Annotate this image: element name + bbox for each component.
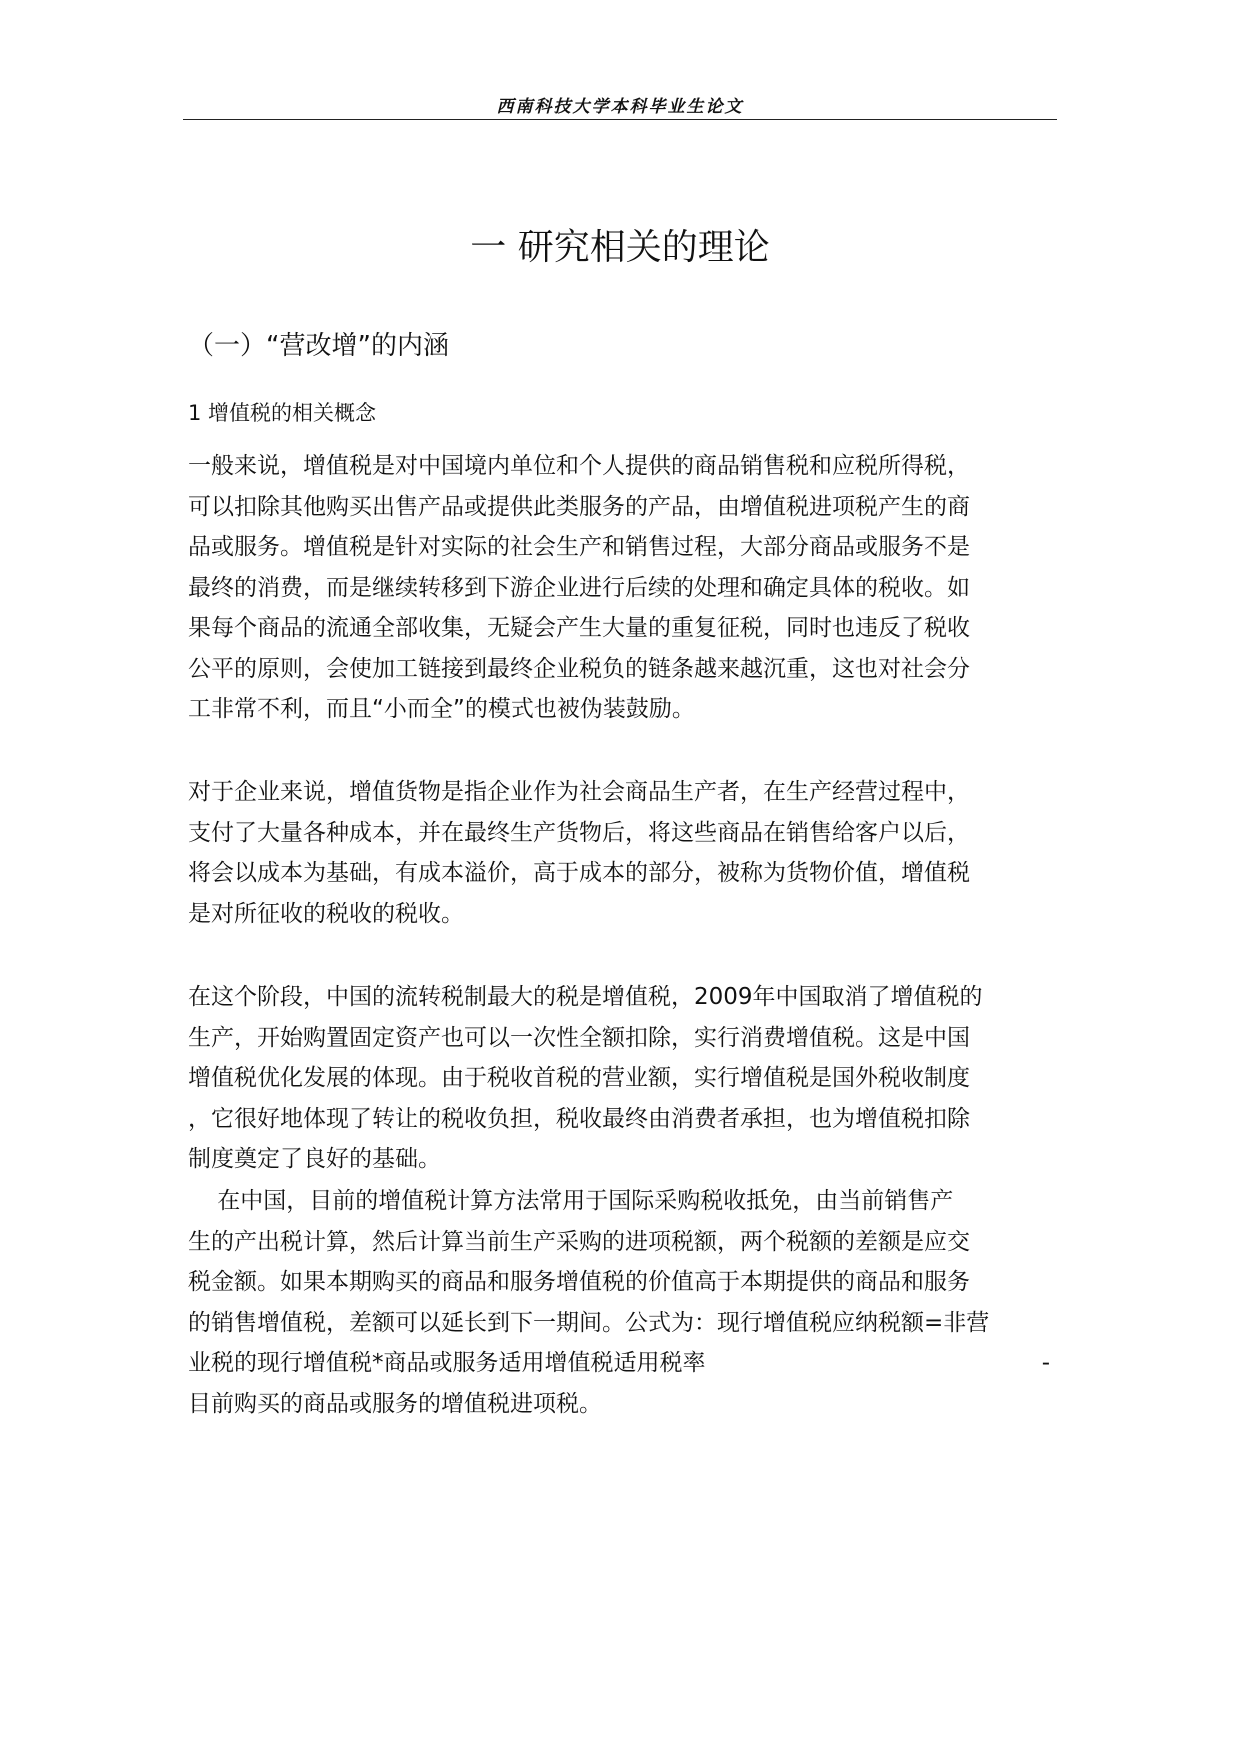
formula-line <box>188 1343 1050 1384</box>
text-line: 的销售增值税，差额可以延长到下一期间。公式为：现行增值税应纳税额=非营 <box>188 1309 990 1336</box>
text-line: 对于企业来说，增值货物是指企业作为社会商品生产者，在生产经营过程中， <box>188 779 970 805</box>
text-line: 目前购买的商品或服务的增值税进项税。 <box>188 1390 602 1417</box>
section-title: （一）“营改增”的内涵 <box>188 331 449 361</box>
formula-minus: - <box>1041 1350 1050 1376</box>
subsection-title: 1 增值税的相关概念 <box>188 401 377 425</box>
text-line: 支付了大量各种成本，并在最终生产货物后，将这些商品在销售给客户以后， <box>188 819 970 846</box>
formula-text: 业税的现行增值税*商品或服务适用增值税适用税率 <box>188 1350 706 1376</box>
text-line: 品或服务。增值税是针对实际的社会生产和销售过程，大部分商品或服务不是 <box>188 534 970 560</box>
chapter-title: 一 研究相关的理论 <box>470 227 770 268</box>
text-line: 生的产出税计算，然后计算当前生产采购的进项税额，两个税额的差额是应交 <box>188 1228 970 1255</box>
text-line: 公平的原则，会使加工链接到最终企业税负的链条越来越沉重，这也对社会分 <box>188 655 970 682</box>
paragraph-value-added-goods <box>188 772 1050 934</box>
text-line: 在这个阶段，中国的流转税制最大的税是增值税，2009年中国取消了增值税的 <box>188 984 983 1010</box>
text-line: ，它很好地体现了转让的税收负担，税收最终由消费者承担，也为增值税扣除 <box>188 1105 970 1132</box>
running-header: 西南科技大学本科毕业生论文 <box>496 97 744 117</box>
text-line: 一般来说，增值税是对中国境内单位和个人提供的商品销售税和应税所得税， <box>188 453 970 479</box>
text-line: 税金额。如果本期购买的商品和服务增值税的价值高于本期提供的商品和服务 <box>188 1269 970 1295</box>
text-line: 果每个商品的流通全部收集，无疑会产生大量的重复征税，同时也违反了税收 <box>188 615 970 641</box>
paragraph-vat-definition <box>188 446 1050 730</box>
text-line: 可以扣除其他购买出售产品或提供此类服务的产品，由增值税进项税产生的商 <box>188 493 970 520</box>
text-line: 在中国，目前的增值税计算方法常用于国际采购税收抵免，由当前销售产 <box>188 1188 954 1214</box>
paragraph-turnover-tax <box>188 977 1050 1180</box>
paragraph-vat-calculation <box>188 1181 1050 1424</box>
text-line: 工非常不利，而且“小而全”的模式也被伪装鼓励。 <box>188 696 695 722</box>
text-line: 将会以成本为基础，有成本溢价，高于成本的部分，被称为货物价值，增值税 <box>188 860 970 886</box>
text-line: 最终的消费，而是继续转移到下游企业进行后续的处理和确定具体的税收。如 <box>188 574 970 601</box>
text-line: 制度奠定了良好的基础。 <box>188 1146 441 1172</box>
text-line: 增值税优化发展的体现。由于税收首税的营业额，实行增值税是国外税收制度 <box>188 1065 970 1091</box>
header-rule <box>183 119 1057 120</box>
text-line: 生产，开始购置固定资产也可以一次性全额扣除，实行消费增值税。这是中国 <box>188 1024 970 1051</box>
text-line: 是对所征收的税收的税收。 <box>188 900 464 927</box>
